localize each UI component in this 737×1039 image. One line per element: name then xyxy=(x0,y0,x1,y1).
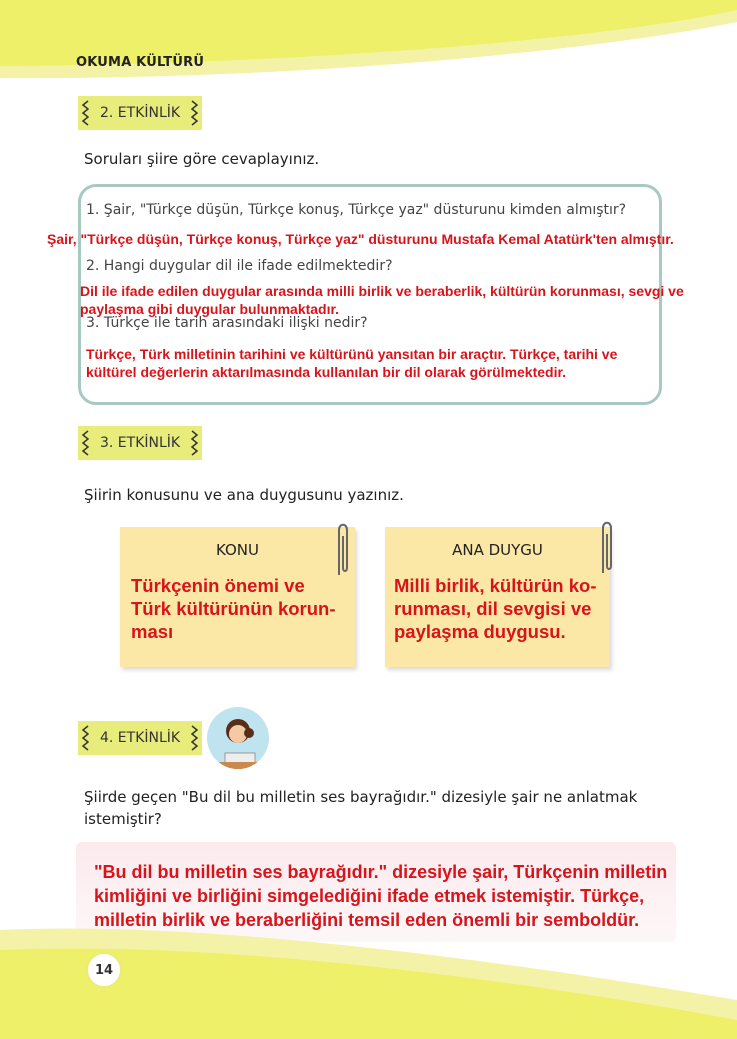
paperclip-icon xyxy=(597,518,617,578)
zigzag-left-icon xyxy=(81,725,91,751)
activity-3-label: 3. ETKİNLİK xyxy=(100,435,181,451)
activity-4-answer: "Bu dil bu milletin ses bayrağıdır." dizesiyle şair, Türkçenin milletin kimliğini ve birliğini simgelediğini ifade etmek istemiştir. Türkçe, milletin birlik ve beraberliğini temsil eden önemli bir semboldür. xyxy=(94,862,668,930)
paperclip-icon xyxy=(333,520,353,580)
zigzag-right-icon xyxy=(189,725,199,751)
question-3: 3. Türkçe ile tarih arasındaki ilişki nedir? xyxy=(86,315,368,331)
answer-1: Şair, "Türkçe düşün, Türkçe konuş, Türkçe yaz" düsturunu Mustafa Kemal Atatürk'ten almıştır. xyxy=(47,231,674,247)
activity-2-instruction: Soruları şiire göre cevaplayınız. xyxy=(84,150,320,168)
answer-2: Dil ile ifade edilen duygular arasında milli birlik ve beraberlik, kültürün korunması, sevgi ve paylaşma gibi duygular bulunmaktadır. xyxy=(80,283,684,317)
answer-3: Türkçe, Türk milletinin tarihini ve kültürünü yansıtan bir araçtır. Türkçe, tarihi ve kültürel değerlerin aktarılmasında kullanılan bir dil olarak görülmektedir. xyxy=(86,346,618,380)
activity-2-label: 2. ETKİNLİK xyxy=(100,105,181,121)
girl-writing-icon xyxy=(207,707,269,769)
topic-card-title: KONU xyxy=(215,541,260,559)
emotion-card-answer: Milli birlik, kültürün ko-runması, dil sevgisi ve paylaşma duygusu. xyxy=(394,575,597,642)
zigzag-right-icon xyxy=(189,100,199,126)
zigzag-left-icon xyxy=(81,100,91,126)
topic-card-answer: Türkçenin önemi ve Türk kültürünün korun-ması xyxy=(131,575,336,642)
activity-4-question: Şiirde geçen "Bu dil bu milletin ses bayrağıdır." dizesiyle şair ne anlatmak istemiştir? xyxy=(84,788,638,828)
zigzag-right-icon xyxy=(189,430,199,456)
question-2: 2. Hangi duygular dil ile ifade edilmektedir? xyxy=(86,258,393,274)
activity-4-label: 4. ETKİNLİK xyxy=(100,730,181,746)
activity-2-badge xyxy=(78,96,202,130)
page-number: 14 xyxy=(86,952,122,988)
activity-3-badge xyxy=(78,426,202,460)
zigzag-left-icon xyxy=(81,430,91,456)
main-emotion-note-card xyxy=(385,527,610,667)
activity-4-badge xyxy=(78,721,202,755)
topic-note-card xyxy=(120,527,355,667)
activity-3-instruction: Şiirin konusunu ve ana duygusunu yazınız. xyxy=(84,486,404,504)
emotion-card-title: ANA DUYGU xyxy=(452,541,543,559)
question-1: 1. Şair, "Türkçe düşün, Türkçe konuş, Türkçe yaz" düsturunu kimden almıştır? xyxy=(86,202,627,218)
section-title: OKUMA KÜLTÜRÜ xyxy=(76,55,205,70)
student-avatar xyxy=(207,707,269,769)
